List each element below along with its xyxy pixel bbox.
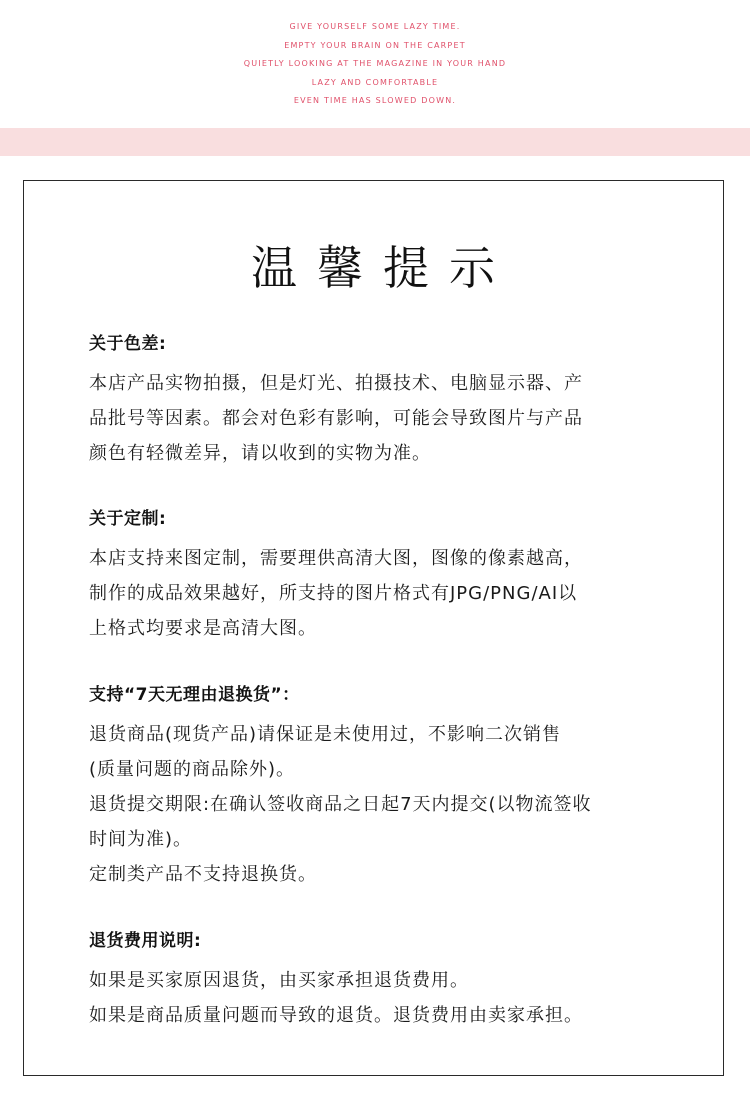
section-heading: 关于定制: <box>89 509 167 529</box>
quote-line: GIVE YOURSELF SOME LAZY TIME. <box>289 22 461 31</box>
section-heading: 支持“7天无理由退换货”： <box>89 685 300 705</box>
quote-line: EVEN TIME HAS SLOWED DOWN. <box>293 96 457 105</box>
section-line: 颜色有轻微差异，请以收到的实物为准。 <box>89 443 431 464</box>
section-line: 上格式均要求是高清大图。 <box>89 618 317 639</box>
section-line: 如果是商品质量问题而导致的退货。退货费用由卖家承担。 <box>89 1005 583 1026</box>
section-line: 时间为准)。 <box>89 829 193 850</box>
section-line: 本店产品实物拍摄，但是灯光、拍摄技术、电脑显示器、产 <box>89 373 583 394</box>
section-line: 退货商品(现货产品)请保证是未使用过，不影响二次销售 <box>89 724 562 745</box>
section-line: 定制类产品不支持退换货。 <box>89 864 317 885</box>
quote-line: LAZY AND COMFORTABLE <box>311 77 439 87</box>
section-line: (质量问题的商品除外)。 <box>89 759 296 780</box>
quote-line: EMPTY YOUR BRAIN ON THE CARPET <box>284 40 466 50</box>
section-line: 本店支持来图定制，需要理供高清大图，图像的像素越高， <box>89 548 583 569</box>
section-return-fees <box>89 929 679 1033</box>
section-line: 如果是买家原因退货，由买家承担退货费用。 <box>89 970 469 991</box>
header-quote <box>0 18 750 111</box>
section-heading: 退货费用说明: <box>89 931 202 951</box>
quote-line: QUIETLY LOOKING AT THE MAGAZINE IN YOUR HAND <box>243 59 507 68</box>
section-return-policy <box>89 683 679 892</box>
section-customization <box>89 507 679 646</box>
pink-divider-band <box>0 128 750 156</box>
notice-title: 温馨提示 <box>251 241 515 295</box>
section-line: 品批号等因素。都会对色彩有影响，可能会导致图片与产品 <box>89 408 583 429</box>
section-line: 制作的成品效果越好，所支持的图片格式有JPG/PNG/AI以 <box>89 583 578 604</box>
section-color-difference <box>89 332 679 471</box>
section-line: 退货提交期限:在确认签收商品之日起7天内提交(以物流签收 <box>89 794 592 815</box>
section-heading: 关于色差: <box>89 334 167 354</box>
